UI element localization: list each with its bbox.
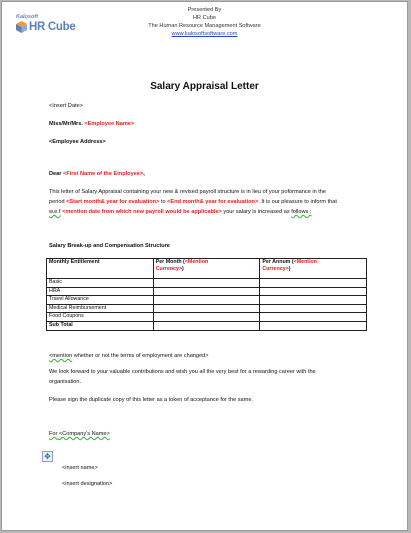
header-monthly-entitlement	[47, 259, 154, 279]
logo-small-text: Kalosoft	[16, 14, 38, 20]
table-row	[47, 279, 367, 288]
header-col1-text: Monthly Entitlement	[49, 259, 100, 265]
table-row	[47, 313, 367, 322]
website-link[interactable]: www.kalosoftsoftware.com	[171, 31, 238, 37]
salutation-prefix: Miss/Mr/Mrs.	[49, 121, 85, 127]
move-handle-icon[interactable]: ✥	[42, 451, 53, 462]
header-col2-post: )	[182, 266, 184, 272]
mention-date-placeholder: <mention date from which new payroll would be applicable>	[60, 209, 222, 215]
table-row	[47, 287, 367, 296]
row-label: Basic	[47, 279, 154, 288]
per-annum-cell[interactable]	[260, 296, 367, 305]
logo	[16, 21, 75, 33]
row-label: HRA	[47, 287, 154, 296]
company-line: HR Cube	[192, 15, 216, 21]
company-name-placeholder: <Company's Name>	[57, 431, 110, 437]
para1-line3	[49, 208, 311, 216]
table-row	[47, 296, 367, 305]
for-label: For	[49, 431, 58, 437]
table-subtotal-row	[47, 321, 367, 330]
para1-line2-a: period	[49, 199, 67, 205]
per-annum-cell[interactable]	[260, 279, 367, 288]
subtotal-label: Sub Total	[47, 321, 154, 330]
follows-text: follows :	[291, 209, 312, 215]
first-name: <First Name of the Employee>	[63, 171, 144, 177]
per-month-cell[interactable]	[153, 304, 260, 313]
employee-name: <Employee Name>	[84, 121, 135, 127]
letter-title: Salary Appraisal Letter	[150, 81, 259, 92]
header-per-annum	[260, 259, 367, 279]
employee-address: <Employee Address>	[49, 139, 106, 145]
per-month-cell[interactable]	[153, 287, 260, 296]
per-annum-cell[interactable]	[260, 321, 367, 330]
mention-terms-rest: whether or not the terms of employment are changed>	[72, 353, 209, 359]
salary-table	[46, 258, 367, 331]
para2-line2: organisation.	[49, 379, 82, 385]
para1-to: to	[159, 199, 168, 205]
wef-text: w.e.f	[49, 209, 61, 215]
start-month-placeholder: <Start month& year for evaluation>	[66, 199, 160, 205]
row-label: Travel Allowance	[47, 296, 154, 305]
end-month-placeholder: <End month& year for evaluation>	[167, 199, 259, 205]
insert-name: <insert name>	[62, 465, 98, 471]
per-month-cell[interactable]	[153, 296, 260, 305]
dear-comma: ,	[143, 171, 145, 177]
dear-line	[49, 170, 145, 178]
per-annum-cell[interactable]	[260, 287, 367, 296]
dear-label: Dear	[49, 171, 63, 177]
header-col3-pre: Per Annum (	[262, 259, 294, 265]
row-label: Food Coupons	[47, 313, 154, 322]
header-col2-red2: Currency>	[155, 266, 183, 272]
header-col3-post: )	[288, 266, 291, 272]
insert-designation: <insert designation>	[62, 481, 113, 487]
para1-line2-b: . It is our pleasure to inform that	[258, 199, 337, 205]
per-annum-cell[interactable]	[260, 304, 367, 313]
per-month-cell[interactable]	[153, 279, 260, 288]
para3: Please sign the duplicate copy of this letter as a token of acceptance for the same.	[49, 397, 253, 403]
para2-line1: We look forward to your valuable contributions and wish you all the very best for a rewarding career with the	[49, 369, 316, 375]
para1-line3-b: your salary is increased as	[221, 209, 292, 215]
breakup-heading: Salary Break-up and Compensation Structure	[49, 243, 170, 249]
table-header-row	[47, 259, 367, 279]
document-page	[1, 1, 408, 531]
per-month-cell[interactable]	[153, 313, 260, 322]
tagline: The Human Resource Management Software	[148, 23, 261, 29]
para1-line2	[49, 198, 337, 206]
row-label: Medical Reimbursement	[47, 304, 154, 313]
header-per-month	[153, 259, 260, 279]
mention-word: <mention	[49, 353, 73, 359]
logo-name: HR Cube	[29, 21, 76, 33]
mention-terms-line	[49, 352, 209, 360]
header-col2-pre: Per Month (	[155, 259, 185, 265]
per-annum-cell[interactable]	[260, 313, 367, 322]
salutation-line	[49, 120, 134, 128]
cube-logo-icon	[16, 21, 27, 33]
per-month-cell[interactable]	[153, 321, 260, 330]
for-company-line	[49, 430, 110, 438]
para1-line1: This letter of Salary Appraisal containing your new & revised payroll structure is in lieu of your poformance in the	[49, 189, 327, 195]
insert-date: <Insert Date>	[49, 103, 83, 109]
header-col3-red2: Currency>	[262, 266, 289, 272]
header-col3-red1: <Mention	[293, 259, 318, 265]
presented-by: Presented By	[187, 7, 222, 13]
header-col2-red1: <Mention	[184, 259, 209, 265]
table-row	[47, 304, 367, 313]
